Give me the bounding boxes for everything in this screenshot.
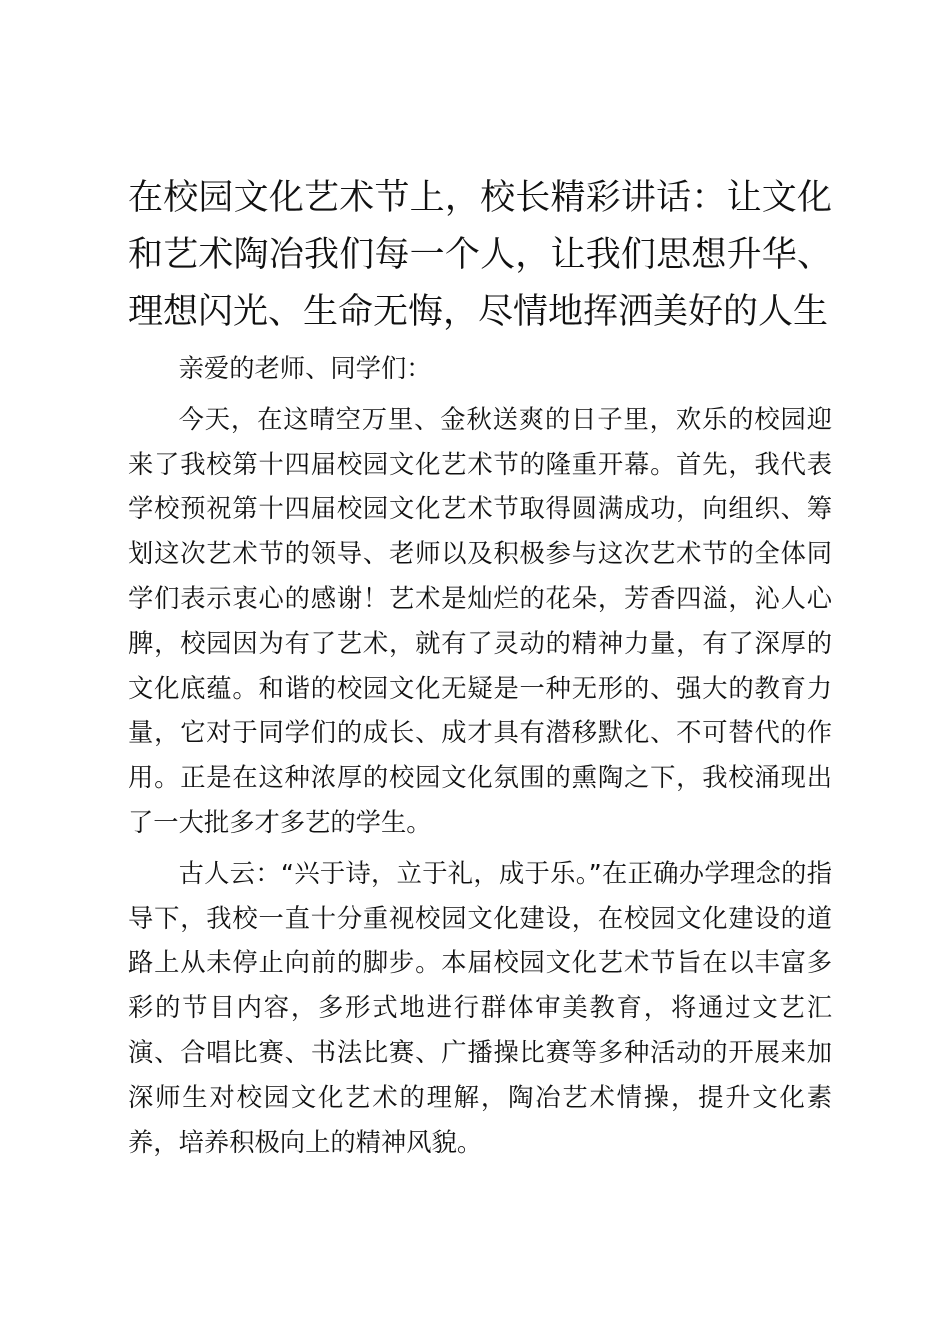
document-body <box>128 347 832 1165</box>
document-title: 在校园文化艺术节上，校长精彩讲话：让文化和艺术陶冶我们每一个人，让我们思想升华、理想闪光、生命无悔，尽情地挥洒美好的人生 <box>128 178 832 332</box>
paragraph-1: 今天，在这晴空万里、金秋送爽的日子里，欢乐的校园迎来了我校第十四届校园文化艺术节的隆重开幕。首先，我代表学校预祝第十四届校园文化艺术节取得圆满成功，向组织、筹划这次艺术节的领导、老师以及积极参与这次艺术节的全体同学们表示衷心的感谢！艺术是灿烂的花朵，芳香四溢，沁人心脾，校园因为有了艺术，就有了灵动的精神力量，有了深厚的文化底蕴。和谐的校园文化无疑是一种无形的、强大的教育力量，它对于同学们的成长、成才具有潜移默化、不可替代的作用。正是在这种浓厚的校园文化氛围的熏陶之下，我校涌现出了一大批多才多艺的学生。 <box>128 404 832 837</box>
paragraph-2: 古人云：“兴于诗，立于礼，成于乐。”在正确办学理念的指导下，我校一直十分重视校园文化建设，在校园文化建设的道路上从未停止向前的脚步。本届校园文化艺术节旨在以丰富多彩的节目内容，多形式地进行群体审美教育，将通过文艺汇演、合唱比赛、书法比赛、广播操比赛等多种活动的开展来加深师生对校园文化艺术的理解，陶冶艺术情操，提升文化素养，培养积极向上的精神风貌。 <box>128 858 832 1157</box>
salutation: 亲爱的老师、同学们： <box>178 354 432 383</box>
document-page <box>128 170 832 1165</box>
